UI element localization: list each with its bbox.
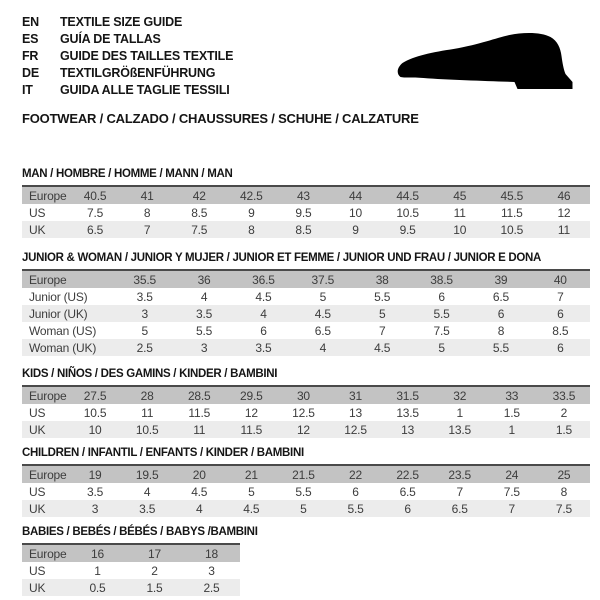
size-value: 4.5 <box>255 289 272 304</box>
row-label: UK <box>29 422 46 437</box>
size-value: 6.5 <box>314 323 331 338</box>
size-value: 11.5 <box>188 405 211 420</box>
size-value: 1 <box>508 422 516 437</box>
size-table-title-children: CHILDREN / INFANTIL / ENFANTS / KINDER / BAMBINI <box>22 447 304 459</box>
size-value: 45.5 <box>500 188 524 203</box>
row-label: US <box>29 405 46 420</box>
size-value: 6.5 <box>399 484 416 499</box>
size-table-children <box>22 464 590 517</box>
size-value: 5.5 <box>374 289 391 304</box>
size-value: 12.5 <box>292 405 315 420</box>
table-row-babies-uk <box>22 579 240 596</box>
size-value: 7.5 <box>555 501 572 516</box>
size-value: 3.5 <box>136 289 153 304</box>
size-value: 12 <box>244 405 258 420</box>
language-label: GUIDE DES TAILLES TEXTILE <box>60 49 234 63</box>
size-value: 19.5 <box>135 467 159 482</box>
size-value: 2 <box>151 563 158 578</box>
size-value: 6.5 <box>451 501 468 516</box>
size-value: 4.5 <box>314 306 331 321</box>
size-value: 5.5 <box>295 484 312 499</box>
category-header: FOOTWEAR / CALZADO / CHAUSSURES / SCHUHE / CALZATURE <box>22 111 419 126</box>
table-row-junior-woman-europe <box>22 270 590 288</box>
size-value: 43 <box>296 188 310 203</box>
size-value: 0.5 <box>89 580 106 595</box>
size-value: 22.5 <box>396 467 419 482</box>
size-value: 3 <box>141 306 148 321</box>
language-row-es <box>22 31 233 48</box>
size-value: 8 <box>497 323 505 338</box>
table-row-children-europe <box>22 465 590 483</box>
size-value: 22 <box>349 467 362 482</box>
table-row-kids-us <box>22 404 590 421</box>
row-label: US <box>29 205 46 220</box>
table-row-kids-europe <box>22 386 590 404</box>
size-value: 7 <box>508 501 516 516</box>
size-value: 10.5 <box>135 422 159 437</box>
row-label: Europe <box>29 467 67 482</box>
language-code: IT <box>22 83 33 97</box>
size-value: 18 <box>205 546 218 561</box>
language-label: TEXTILGRÖßENFÜHRUNG <box>60 66 216 80</box>
size-value: 1.5 <box>146 580 163 595</box>
size-value: 9.5 <box>399 222 416 237</box>
size-value: 7.5 <box>87 205 104 220</box>
size-value: 7.5 <box>191 222 208 237</box>
size-value: 37.5 <box>311 272 335 287</box>
size-value: 6 <box>352 484 359 499</box>
size-table-junior-woman <box>22 269 590 356</box>
size-value: 6 <box>260 323 267 338</box>
size-value: 46 <box>557 188 571 203</box>
size-value: 3 <box>91 501 99 516</box>
size-value: 11.5 <box>500 205 523 220</box>
row-label: Europe <box>29 188 67 203</box>
language-label: TEXTILE SIZE GUIDE <box>60 15 183 29</box>
size-tables-container <box>22 126 590 596</box>
size-value: 4.5 <box>374 340 391 355</box>
table-row-junior-woman-woman-us <box>22 322 590 339</box>
size-value: 10 <box>349 205 362 220</box>
language-code: FR <box>22 49 39 63</box>
size-value: 1.5 <box>503 405 520 420</box>
size-value: 8 <box>560 484 568 499</box>
size-value: 12.5 <box>344 422 367 437</box>
size-value: 4 <box>200 289 208 304</box>
size-value: 29.5 <box>240 388 263 403</box>
size-value: 9 <box>248 205 255 220</box>
size-value: 11 <box>141 405 154 420</box>
size-value: 39 <box>494 272 508 287</box>
size-value: 5 <box>141 323 148 338</box>
size-table-title-kids: KIDS / NIÑOS / DES GAMINS / KINDER / BAMBINI <box>22 368 278 380</box>
size-table-title-junior-woman: JUNIOR & WOMAN / JUNIOR Y MUJER / JUNIOR ET FEMME / JUNIOR UND FRAU / JUNIOR E DONA <box>22 252 542 264</box>
size-value: 2 <box>560 405 568 420</box>
row-label: US <box>29 484 46 499</box>
size-value: 44 <box>349 188 362 203</box>
size-value: 6 <box>557 340 564 355</box>
language-label: GUÍA DE TALLAS <box>60 32 161 46</box>
size-value: 17 <box>148 546 161 561</box>
size-value: 5.5 <box>492 340 509 355</box>
size-value: 6 <box>557 306 564 321</box>
size-value: 13.5 <box>396 405 419 420</box>
size-value: 28.5 <box>187 388 211 403</box>
table-row-man-uk <box>22 221 590 238</box>
size-table-section-children <box>22 447 590 517</box>
size-value: 10.5 <box>83 405 107 420</box>
size-value: 8.5 <box>295 222 312 237</box>
language-row-de <box>22 65 233 82</box>
size-value: 32 <box>453 388 467 403</box>
size-value: 10.5 <box>396 205 419 220</box>
size-value: 10 <box>88 422 102 437</box>
size-value: 40.5 <box>83 188 107 203</box>
size-value: 3.5 <box>87 484 104 499</box>
size-value: 1 <box>94 563 101 578</box>
size-value: 11.5 <box>240 422 263 437</box>
size-table-section-kids <box>22 368 590 438</box>
size-value: 21 <box>244 467 258 482</box>
table-row-children-us <box>22 483 590 500</box>
size-value: 45 <box>453 188 467 203</box>
table-row-children-uk <box>22 500 590 517</box>
size-value: 4 <box>143 484 151 499</box>
size-value: 4.5 <box>191 484 208 499</box>
size-value: 16 <box>91 546 104 561</box>
size-value: 13 <box>401 422 415 437</box>
table-row-man-us <box>22 204 590 221</box>
row-label: Europe <box>29 388 67 403</box>
size-value: 9.5 <box>295 205 312 220</box>
size-value: 5 <box>378 306 386 321</box>
size-value: 7.5 <box>503 484 520 499</box>
size-value: 20 <box>192 467 206 482</box>
size-value: 5 <box>248 484 255 499</box>
row-label: Woman (US) <box>29 323 97 338</box>
size-table-title-babies: BABIES / BEBÉS / BÉBÉS / BABYS /BAMBINI <box>22 526 258 538</box>
size-value: 5.5 <box>433 306 450 321</box>
table-row-junior-woman-junior-uk <box>22 305 590 322</box>
size-value: 3.5 <box>196 306 213 321</box>
language-code: EN <box>22 15 39 29</box>
size-value: 12 <box>557 205 571 220</box>
size-value: 8 <box>143 205 151 220</box>
size-value: 36 <box>197 272 211 287</box>
language-row-it <box>22 82 233 99</box>
size-value: 3 <box>208 563 215 578</box>
size-value: 40 <box>553 272 567 287</box>
size-value: 38.5 <box>430 272 453 287</box>
size-table-man <box>22 185 590 238</box>
size-value: 25 <box>557 467 571 482</box>
size-value: 6.5 <box>87 222 104 237</box>
size-table-babies <box>22 543 240 596</box>
size-value: 6 <box>497 306 505 321</box>
size-value: 7 <box>456 484 463 499</box>
size-value: 3.5 <box>139 501 156 516</box>
size-value: 19 <box>88 467 102 482</box>
size-value: 7 <box>143 222 151 237</box>
size-value: 12 <box>296 422 310 437</box>
size-value: 8 <box>248 222 255 237</box>
size-value: 28 <box>140 388 154 403</box>
language-row-en <box>22 14 233 31</box>
size-value: 7 <box>378 323 386 338</box>
row-label: Europe <box>29 546 67 561</box>
size-value: 6.5 <box>492 289 509 304</box>
size-table-section-babies <box>22 526 590 596</box>
table-row-junior-woman-woman-uk <box>22 339 590 356</box>
size-value: 11 <box>453 205 466 220</box>
size-value: 35.5 <box>133 272 156 287</box>
size-value: 1.5 <box>555 422 572 437</box>
size-value: 1 <box>456 405 463 420</box>
row-label: Woman (UK) <box>29 340 97 355</box>
size-table-kids <box>22 385 590 438</box>
size-table-section-man <box>22 168 590 238</box>
size-table-section-junior-woman <box>22 252 590 356</box>
language-code: DE <box>22 66 39 80</box>
size-value: 33.5 <box>552 388 576 403</box>
size-value: 2.5 <box>136 340 153 355</box>
table-row-kids-uk <box>22 421 590 438</box>
row-label: US <box>29 563 46 578</box>
size-value: 7 <box>557 289 564 304</box>
size-table-title-man: MAN / HOMBRE / HOMME / MANN / MAN <box>22 168 233 180</box>
row-label: UK <box>29 580 46 595</box>
size-value: 33 <box>505 388 519 403</box>
size-value: 5 <box>300 501 307 516</box>
size-value: 41 <box>140 188 154 203</box>
language-list <box>22 14 233 99</box>
size-value: 4 <box>260 306 267 321</box>
language-row-fr <box>22 48 233 65</box>
size-value: 30 <box>296 388 310 403</box>
size-value: 27.5 <box>83 388 107 403</box>
size-value: 11 <box>557 222 570 237</box>
language-label: GUIDA ALLE TAGLIE TESSILI <box>60 83 230 97</box>
size-value: 21.5 <box>292 467 315 482</box>
size-value: 6 <box>438 289 445 304</box>
language-code: ES <box>22 32 39 46</box>
row-label: UK <box>29 222 46 237</box>
size-value: 3 <box>200 340 208 355</box>
table-row-babies-europe <box>22 544 240 562</box>
size-value: 23.5 <box>448 467 471 482</box>
row-label: Junior (US) <box>29 289 88 304</box>
size-value: 3.5 <box>255 340 272 355</box>
size-value: 6 <box>404 501 411 516</box>
table-row-junior-woman-junior-us <box>22 288 590 305</box>
table-row-man-europe <box>22 186 590 204</box>
size-value: 4 <box>319 340 327 355</box>
size-value: 31.5 <box>396 388 419 403</box>
size-value: 5.5 <box>347 501 364 516</box>
row-label: UK <box>29 501 46 516</box>
shoe-icon <box>393 32 579 96</box>
size-value: 7.5 <box>433 323 450 338</box>
size-value: 13.5 <box>448 422 471 437</box>
size-value: 5 <box>438 340 445 355</box>
size-value: 24 <box>505 467 519 482</box>
size-value: 11 <box>193 422 206 437</box>
row-label: Junior (UK) <box>29 306 88 321</box>
size-value: 42.5 <box>240 188 263 203</box>
size-value: 31 <box>349 388 362 403</box>
size-value: 8.5 <box>552 323 569 338</box>
size-value: 9 <box>352 222 359 237</box>
size-value: 5 <box>319 289 327 304</box>
row-label: Europe <box>29 272 67 287</box>
size-value: 4.5 <box>243 501 260 516</box>
size-value: 44.5 <box>396 188 419 203</box>
size-value: 8.5 <box>191 205 208 220</box>
size-value: 10.5 <box>500 222 524 237</box>
size-value: 38 <box>375 272 389 287</box>
size-value: 5.5 <box>196 323 213 338</box>
size-value: 4 <box>195 501 203 516</box>
size-value: 36.5 <box>252 272 275 287</box>
size-value: 10 <box>453 222 467 237</box>
size-value: 13 <box>349 405 362 420</box>
size-value: 42 <box>192 188 206 203</box>
size-value: 2.5 <box>203 580 220 595</box>
table-row-babies-us <box>22 562 240 579</box>
